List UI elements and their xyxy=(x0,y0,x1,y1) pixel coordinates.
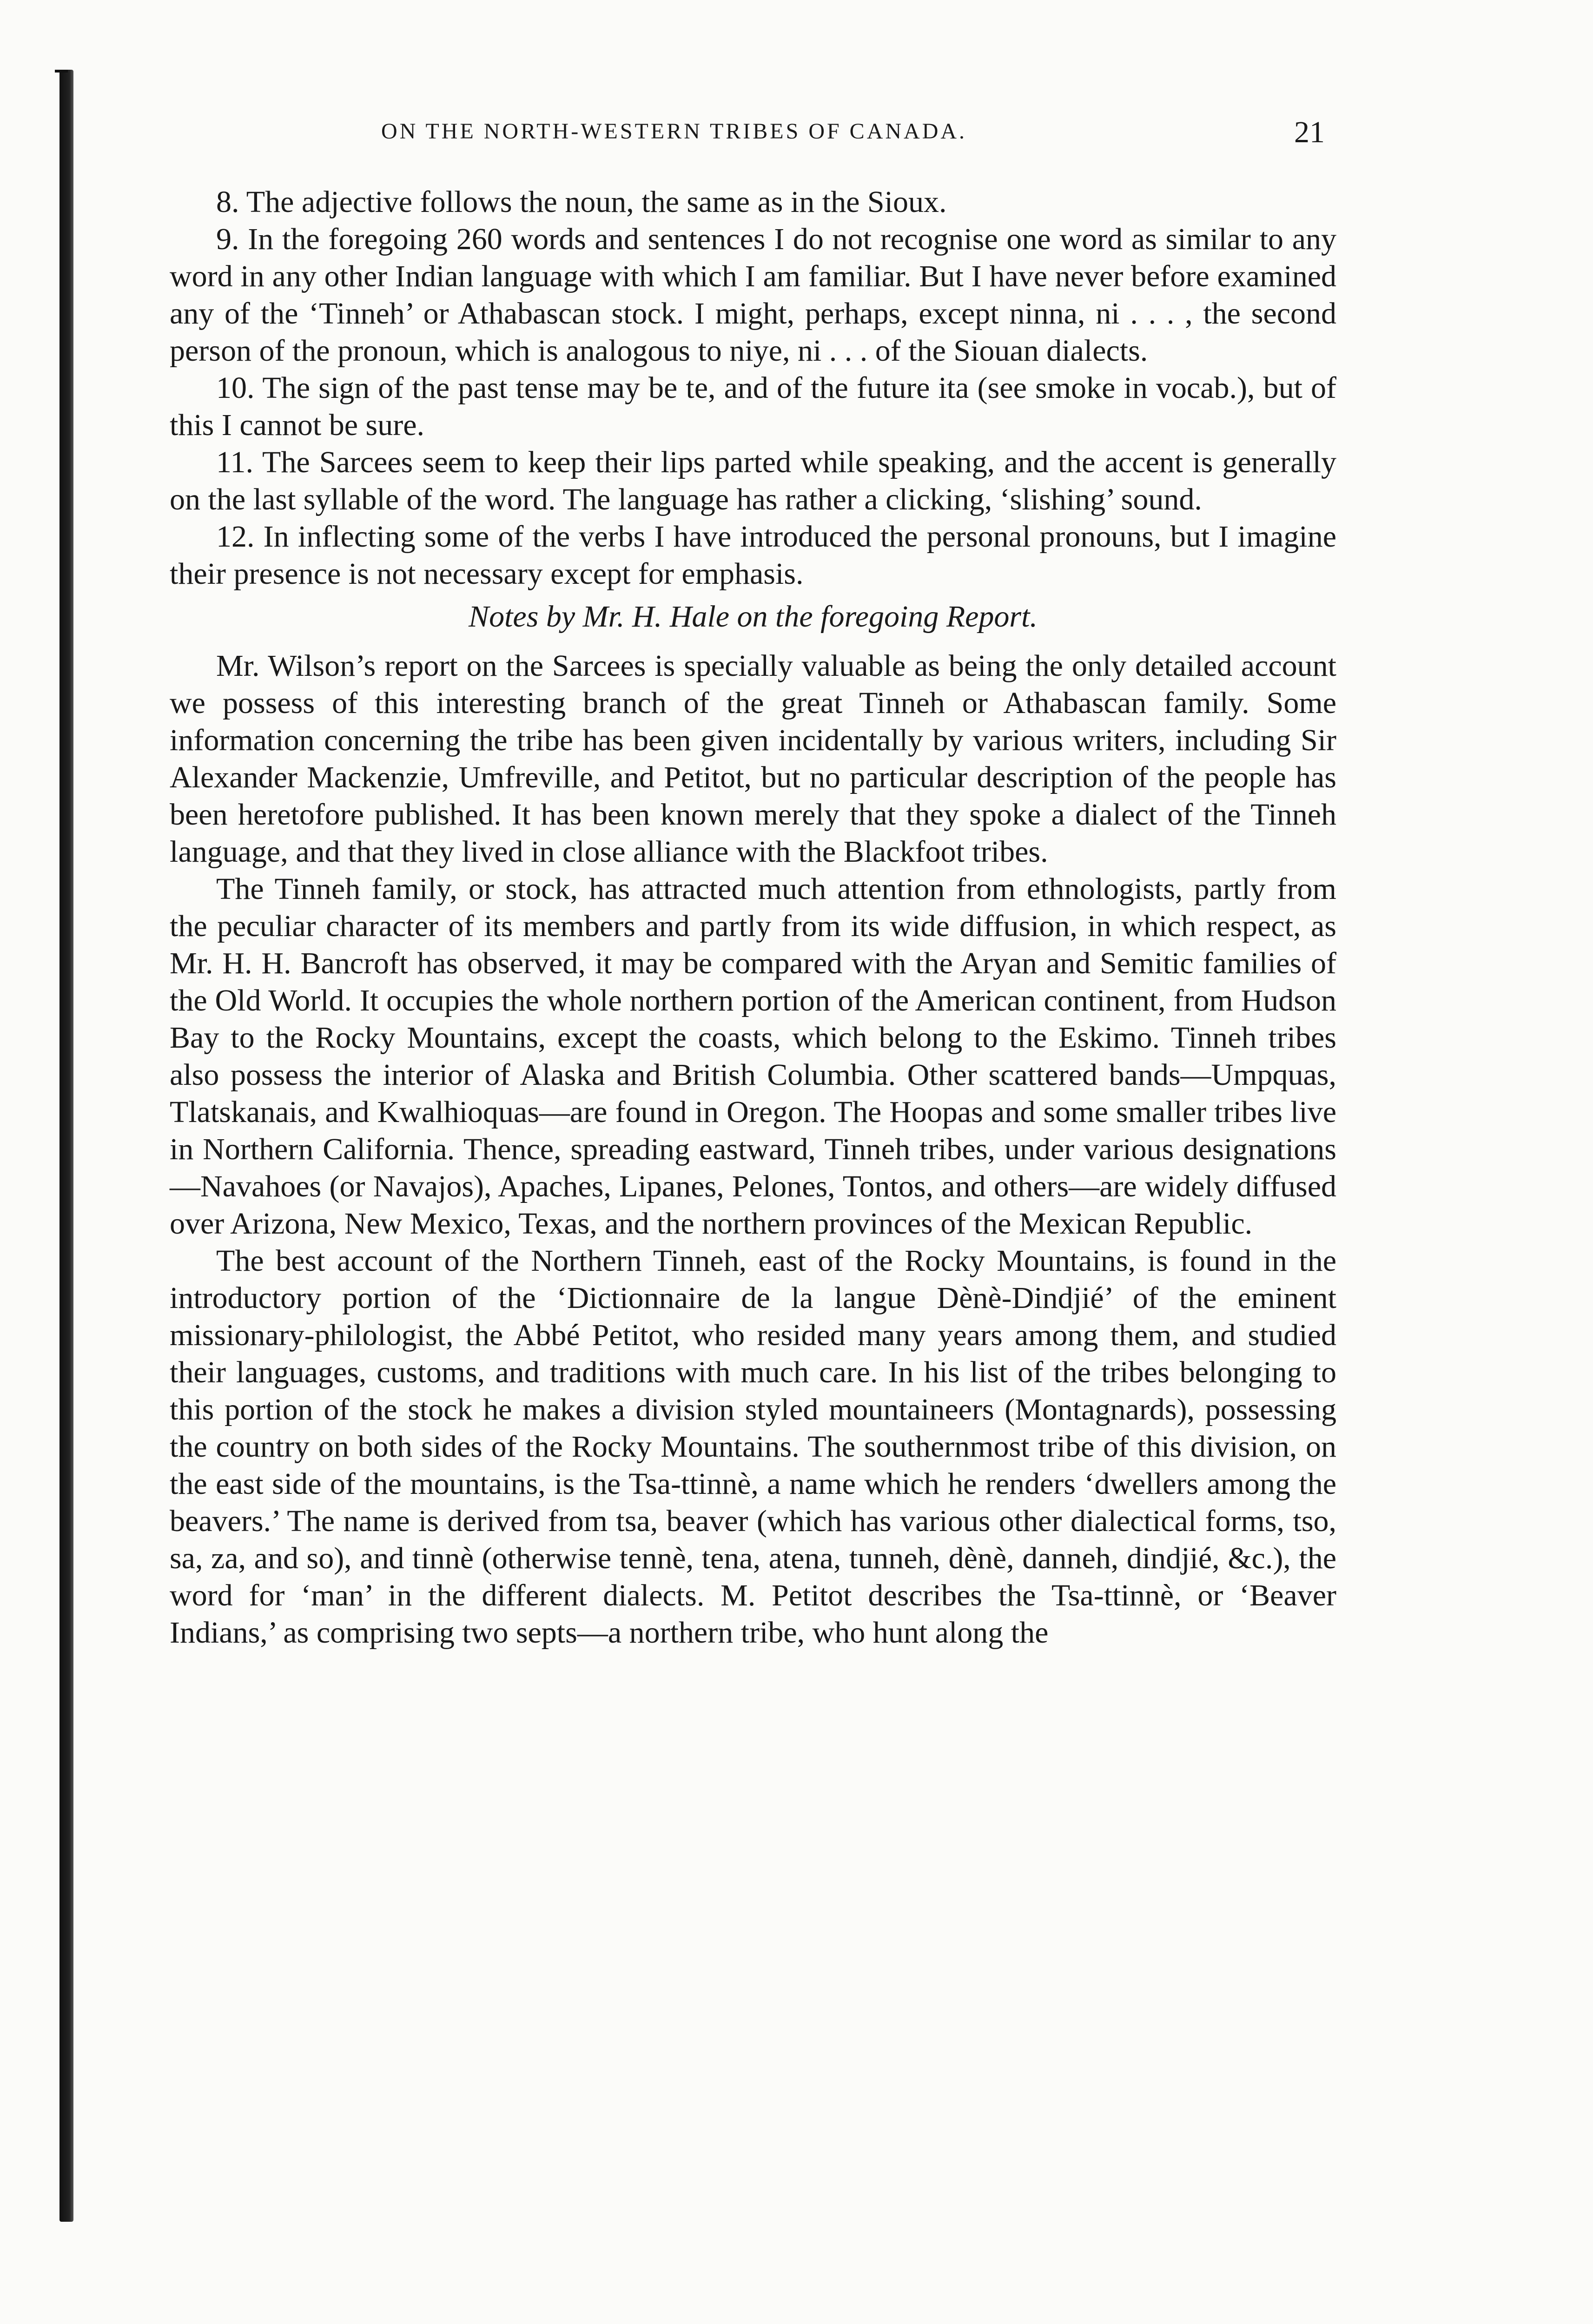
page-binding-edge xyxy=(59,70,73,2222)
body-paragraph: Mr. Wilson’s report on the Sarcees is specially valuable as being the only detailed account we possess of this interesting branch of the great Tinneh or Athabascan family. Some information concerning the tribe has been given incidentally by various writers, including Sir Alexander Mackenzie, Umfreville, and Petitot, but no particular description of the people has been heretofore published. It has been known merely that they spoke a dialect of the Tinneh language, and that they lived in close alliance with the Blackfoot tribes. xyxy=(170,649,1336,869)
paragraph-item-10: 10. The sign of the past tense may be te, and of the future ita (see smoke in vocab.), but of this I cannot be sure. xyxy=(170,371,1336,442)
running-title: ON THE NORTH-WESTERN TRIBES OF CANADA. xyxy=(381,119,967,144)
paragraph-item-9: 9. In the foregoing 260 words and sentences I do not recognise one word as similar to any word in any other Indian language with which I am familiar. But I have never before examined any of the ‘Tinneh’ or Athabascan stock. I might, perhaps, except ninna, ni . . . , the second person of the pronoun, which is analogous to niye, ni . . . of the Siouan dialects. xyxy=(170,222,1336,368)
running-header xyxy=(381,115,1325,156)
section-heading: Notes by Mr. H. Hale on the foregoing Report. xyxy=(469,600,1038,634)
paragraph-item-11: 11. The Sarcees seem to keep their lips parted while speaking, and the accent is generally on the last syllable of the word. The language has rather a clicking, ‘slishing’ sound. xyxy=(170,445,1336,516)
page-binding-corner xyxy=(55,70,68,73)
paragraph-item-12: 12. In inflecting some of the verbs I have introduced the personal pronouns, but I imagine their presence is not necessary except for emphasis. xyxy=(170,520,1336,591)
body-paragraph: The Tinneh family, or stock, has attracted much attention from ethnologists, partly from the peculiar character of its members and partly from its wide diffusion, in which respect, as Mr. H. H. Bancroft has observed, it may be compared with the Aryan and Semitic families of the Old World. It occupies the whole northern portion of the American continent, from Hudson Bay to the Rocky Mountains, except the coasts, which belong to the Eskimo. Tinneh tribes also possess the interior of Alaska and British Columbia. Other scattered bands—Umpquas, Tlatskanais, and Kwalhioquas—are found in Oregon. The Hoopas and some smaller tribes live in Northern California. Thence, spreading eastward, Tinneh tribes, under various designations—Navahoes (or Navajos), Apaches, Lipanes, Pelones, Tontos, and others—are widely diffused over Arizona, New Mexico, Texas, and the northern provinces of the Mexican Republic. xyxy=(170,872,1336,1241)
page-text xyxy=(170,184,1336,1651)
body-paragraph: The best account of the Northern Tinneh, east of the Rocky Mountains, is found in the introductory portion of the ‘Dictionnaire de la langue Dènè-Dindjié’ of the eminent missionary-philologist, the Abbé Petitot, who resided many years among them, and studied their languages, customs, and traditions with much care. In his list of the tribes belonging to this portion of the stock he makes a division styled mountaineers (Montagnards), possessing the country on both sides of the Rocky Mountains. The southernmost tribe of this division, on the east side of the mountains, is the Tsa-ttinnè, a name which he renders ‘dwellers among the beavers.’ The name is derived from tsa, beaver (which has various other dialectical forms, tso, sa, za, and so), and tinnè (otherwise tennè, tena, atena, tunneh, dènè, danneh, dindjié, &c.), the word for ‘man’ in the different dialects. M. Petitot describes the Tsa-ttinnè, or ‘Beaver Indians,’ as comprising two septs—a northern tribe, who hunt along the xyxy=(170,1244,1336,1650)
paragraph-item-8: 8. The adjective follows the noun, the same as in the Sioux. xyxy=(216,185,947,219)
page-number: 21 xyxy=(1294,115,1325,149)
